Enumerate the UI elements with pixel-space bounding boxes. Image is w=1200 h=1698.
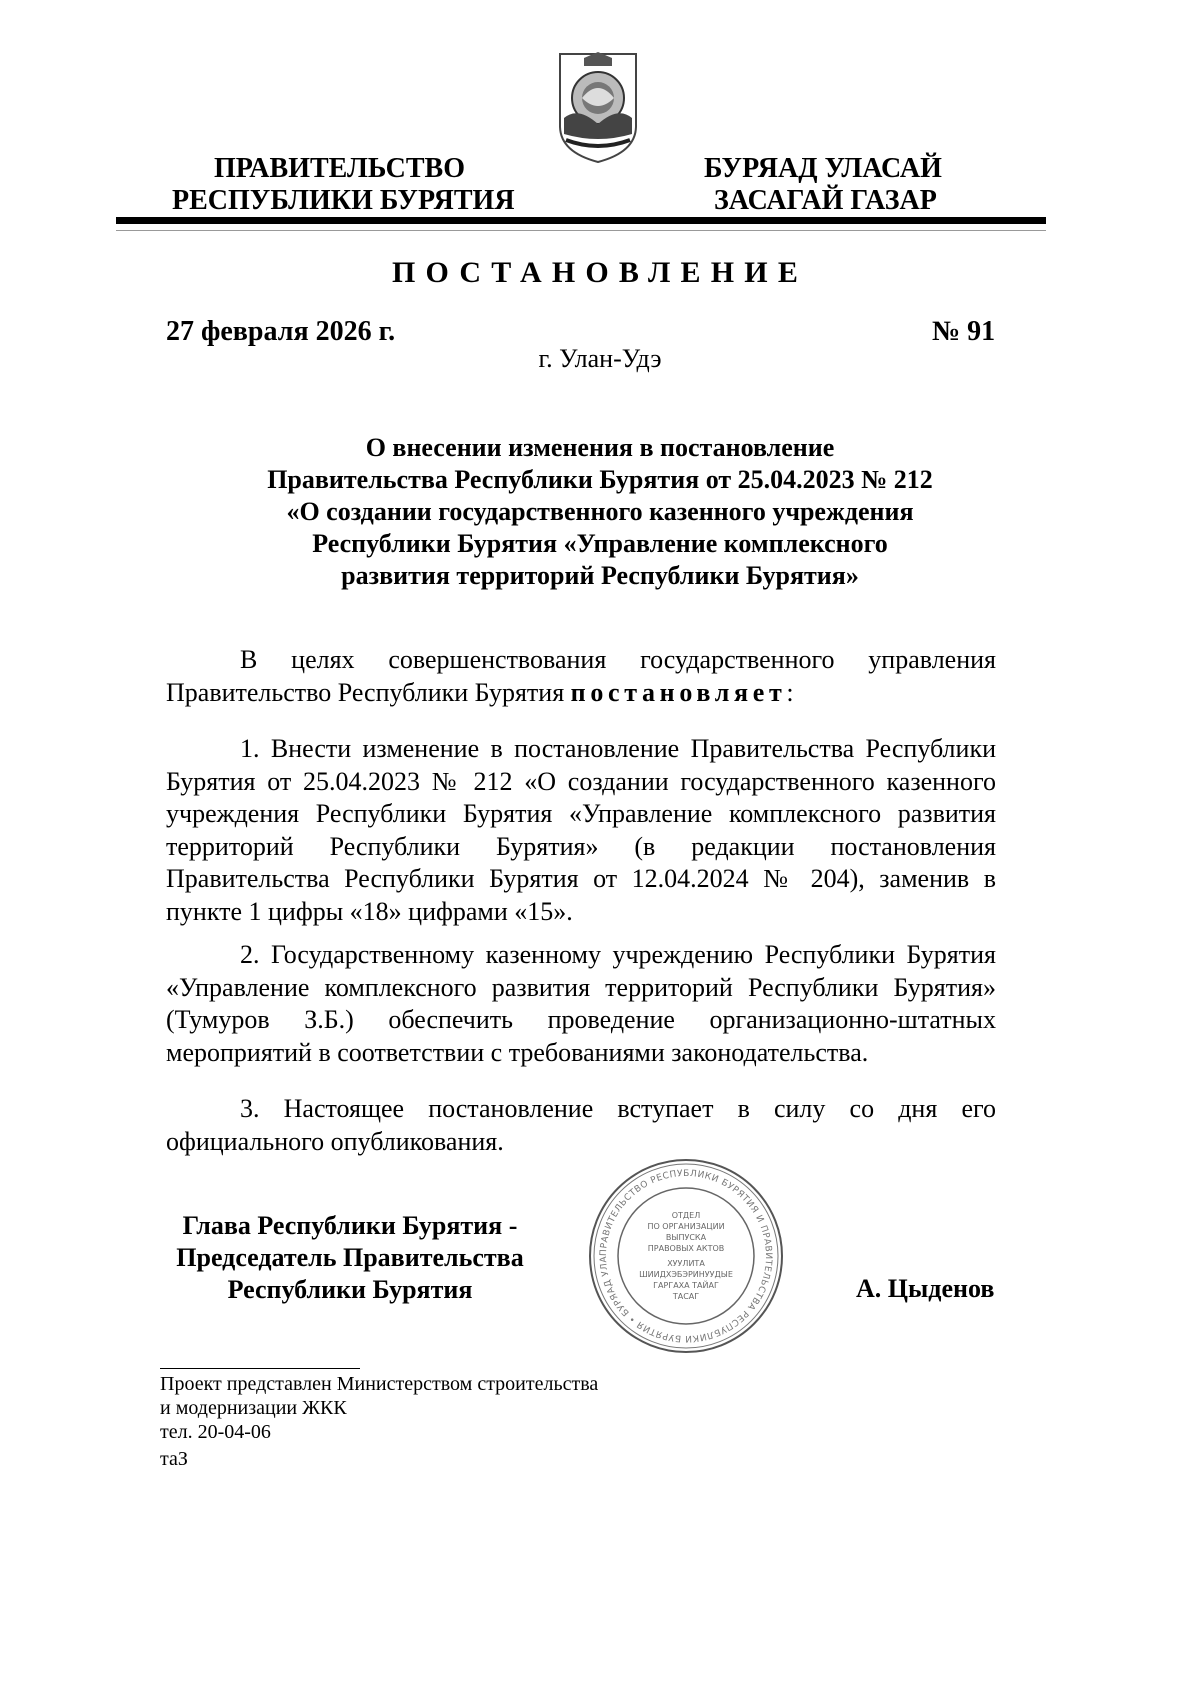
- document-city: г. Улан-Удэ: [538, 344, 662, 373]
- title-line: Республики Бурятия «Управление комплексного: [312, 529, 888, 558]
- position-line: Председатель Правительства: [176, 1243, 524, 1272]
- intro-colon: :: [786, 677, 794, 707]
- svg-text:ПРАВОВЫХ АКТОВ: ПРАВОВЫХ АКТОВ: [647, 1244, 725, 1253]
- intro-emphasis: постановляет: [570, 677, 787, 707]
- footer-line: тел. 20-04-06: [160, 1421, 271, 1443]
- svg-text:ВЫПУСКА: ВЫПУСКА: [665, 1233, 707, 1242]
- document-title: [0, 432, 1200, 592]
- document-type: ПОСТАНОВЛЕНИЕ: [391, 256, 809, 289]
- title-line: развития территорий Республики Бурятия»: [341, 561, 859, 590]
- footer-line: Проект представлен Министерством строительства: [160, 1373, 599, 1395]
- svg-text:ГАРГАХА ТАЙАГ: ГАРГАХА ТАЙАГ: [653, 1281, 719, 1290]
- footer-code: таЗ: [160, 1448, 188, 1470]
- svg-text:ХУУЛИТА: ХУУЛИТА: [667, 1259, 705, 1268]
- signatory-position: [140, 1210, 560, 1306]
- header-rule-thin: [116, 230, 1046, 231]
- svg-text:ПРАВИТЕЛЬСТВО РЕСПУБЛИКИ БУРЯТ: ПРАВИТЕЛЬСТВО РЕСПУБЛИКИ БУРЯТИЯ И ПРАВИТЕЛЬСТВА РЕСПУБЛИКИ БУРЯТИЯ • БУРЯАД УЛА: [598, 1168, 774, 1344]
- item-3: 3. Настоящее постановление вступает в силу со дня его официального опубликования.: [166, 1094, 996, 1156]
- signatory-name: А. Цыденов: [856, 1274, 995, 1303]
- svg-text:ПО ОРГАНИЗАЦИИ: ПО ОРГАНИЗАЦИИ: [647, 1222, 725, 1231]
- intro-paragraph: [166, 644, 996, 709]
- intro-text: В целях совершенствования государственного управления Правительство Республики Бурятия: [166, 645, 996, 707]
- title-line: О внесении изменения в постановление: [365, 433, 835, 462]
- position-line: Республики Бурятия: [227, 1275, 473, 1304]
- svg-text:ШИИДХЭБЭРИНУУДЫЕ: ШИИДХЭБЭРИНУУДЫЕ: [639, 1270, 733, 1279]
- gov-name-bua-line2: ЗАСАГАЙ ГАЗАР: [714, 185, 937, 216]
- gov-name-ru-line1: ПРАВИТЕЛЬСТВО: [214, 153, 465, 184]
- document-number: № 91: [932, 316, 996, 347]
- official-seal: [586, 1156, 786, 1356]
- footer-notes: [160, 1372, 598, 1444]
- coat-of-arms-icon: [554, 48, 642, 166]
- svg-text:ТАСАГ: ТАСАГ: [672, 1292, 700, 1301]
- document-date: 27 февраля 2026 г.: [166, 316, 396, 347]
- item-2: 2. Государственному казенному учреждению Республики Бурятия «Управление комплексного развития территорий Республики Бурятия» (Тумуров З.Б.) обеспечить проведение организационно-штатных мероприятий в соответствии с требованиями законодательства.: [166, 940, 996, 1067]
- gov-name-ru-line2: РЕСПУБЛИКИ БУРЯТИЯ: [172, 185, 515, 216]
- position-line: Глава Республики Бурятия -: [182, 1211, 518, 1240]
- title-line: Правительства Республики Бурятия от 25.04.2023 № 212: [267, 465, 933, 494]
- footer-line: и модернизации ЖКК: [160, 1397, 347, 1419]
- item-1: 1. Внести изменение в постановление Правительства Республики Бурятия от 25.04.2023 № 212 «О создании государственного казенного учреждения Республики Бурятия «Управление комплексного развития территорий Республики Бурятия» (в редакции постановления Правительства Республики Бурятия от 12.04.2024 № 204), заменив в пункте 1 цифры «18» цифрами «15».: [166, 734, 996, 926]
- gov-name-bua-line1: БУРЯАД УЛАСАЙ: [704, 153, 942, 184]
- svg-text:ОТДЕЛ: ОТДЕЛ: [671, 1211, 701, 1220]
- header-rule-thick: [116, 217, 1046, 224]
- title-line: «О создании государственного казенного учреждения: [286, 497, 914, 526]
- footer-rule: [160, 1368, 360, 1369]
